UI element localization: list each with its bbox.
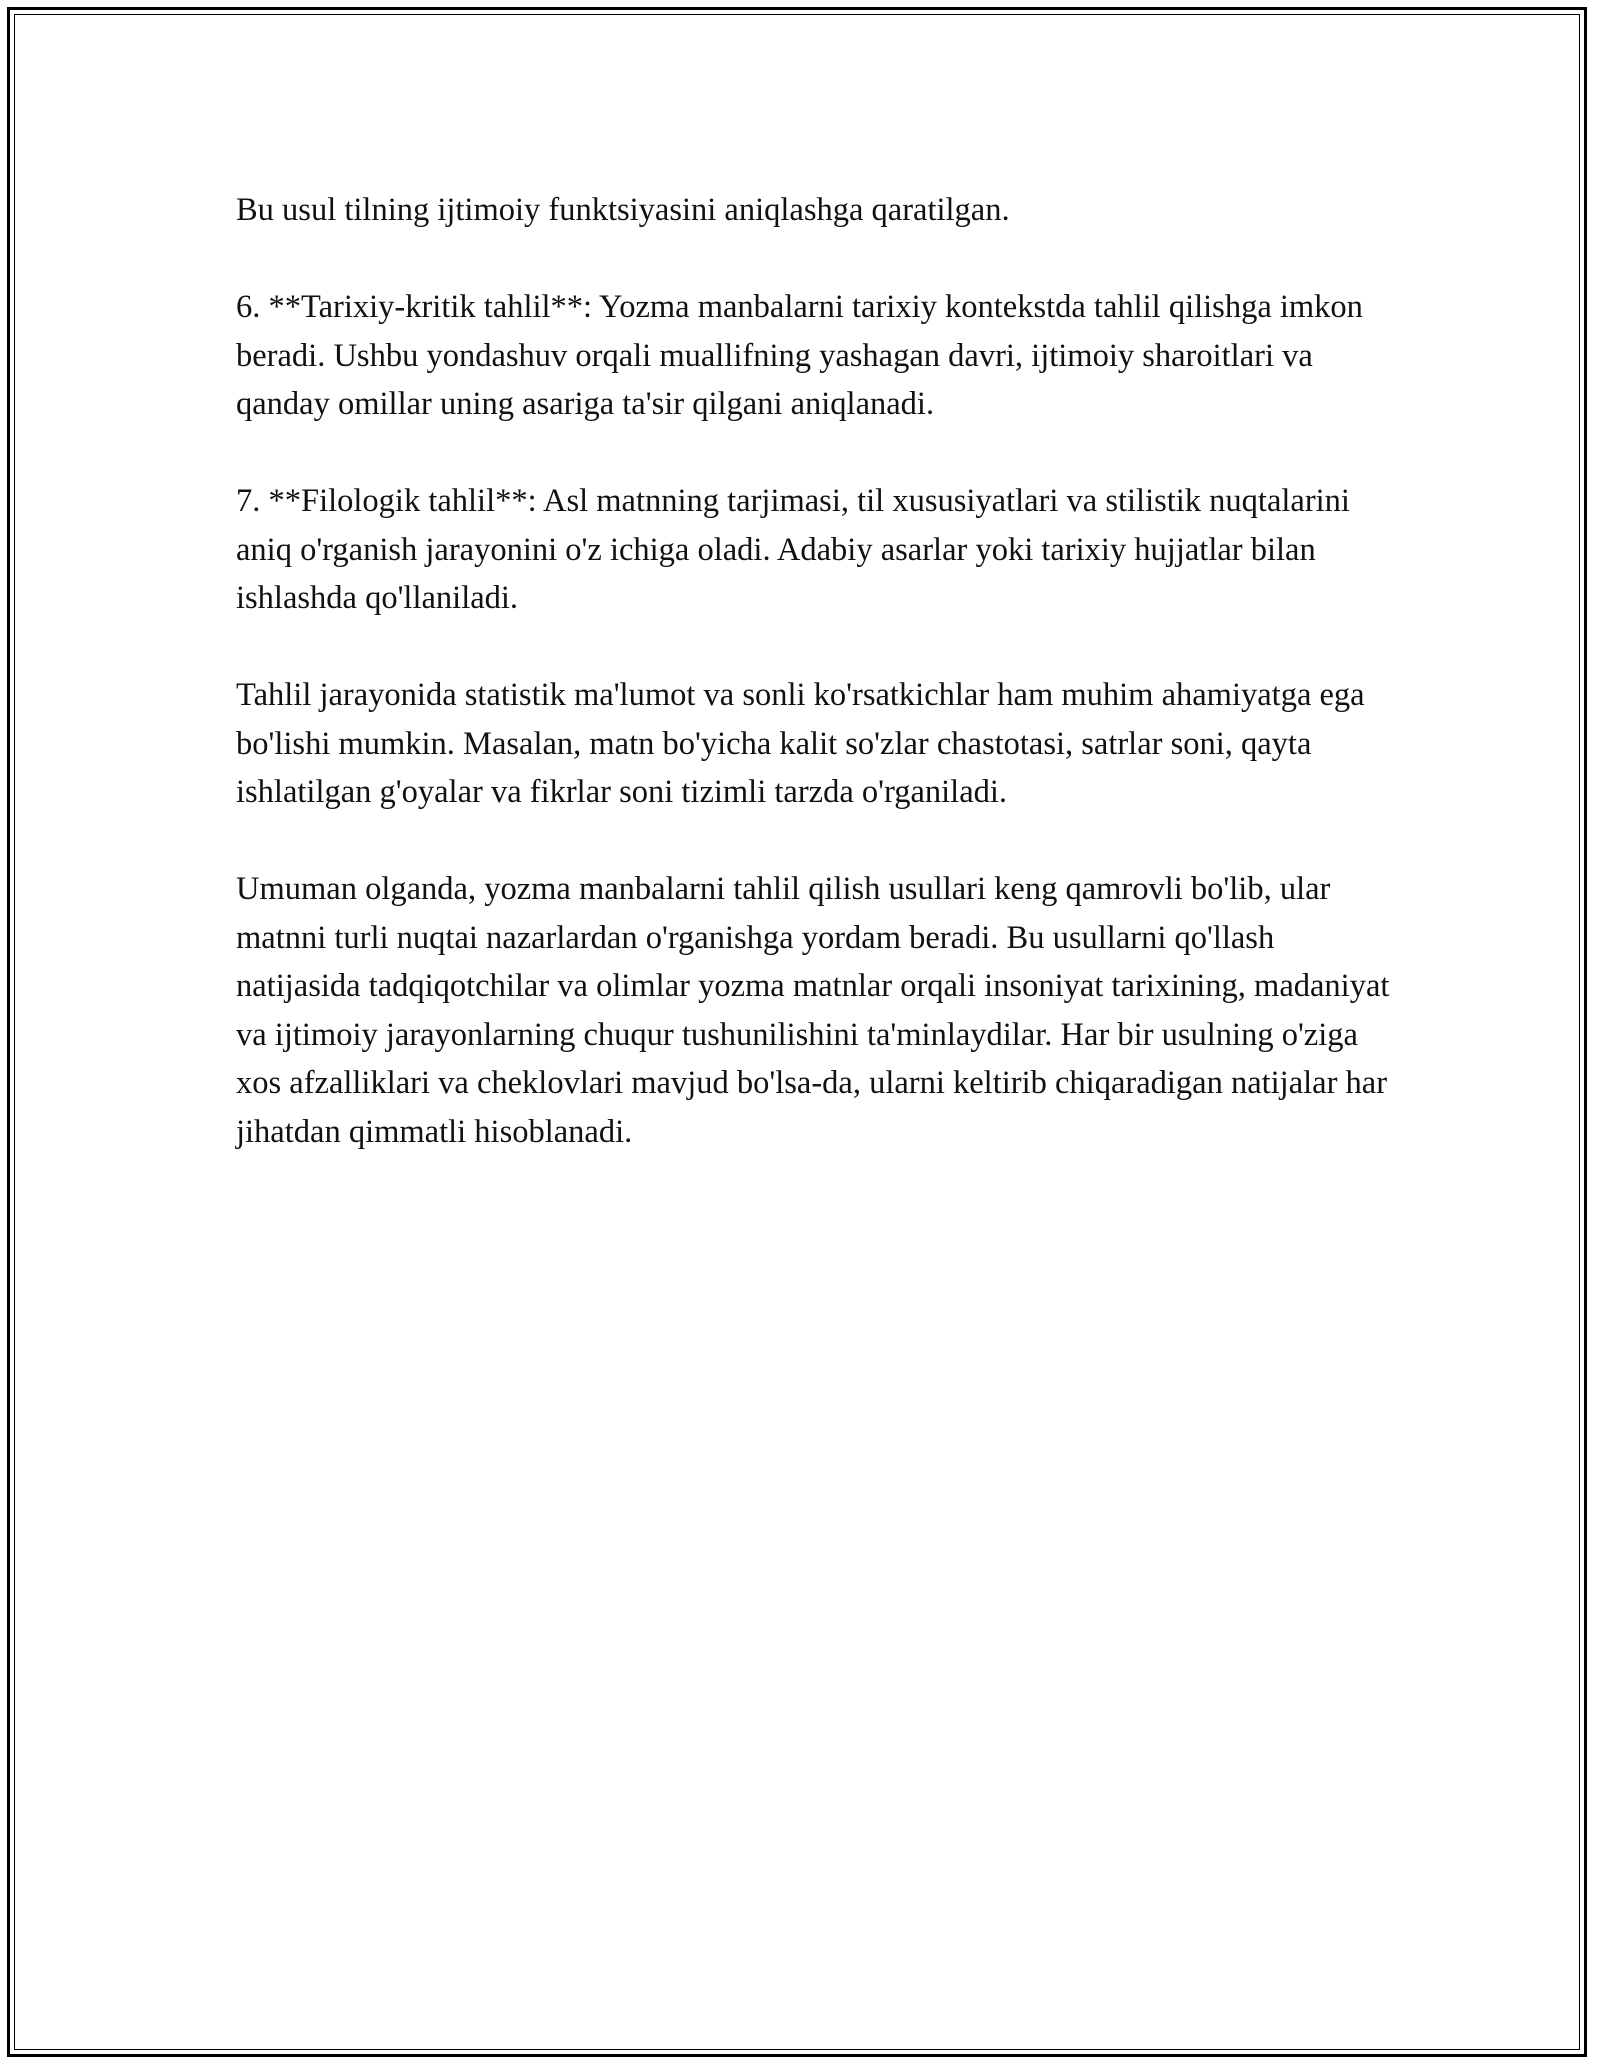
document-body xyxy=(236,186,1396,1205)
paragraph-statistical-data: Tahlil jarayonida statistik ma'lumot va sonli ko'rsatkichlar ham muhim ahamiyatga ega bo'lishi mumkin. Masalan, matn bo'yicha kalit so'zlar chastotasi, satrlar soni, qayta ishlatilgan g'oyalar va fikrlar soni tizimli tarzda o'rganiladi. xyxy=(236,677,1365,810)
paragraph-conclusion: Umuman olganda, yozma manbalarni tahlil qilish usullari keng qamrovli bo'lib, ular matnni turli nuqtai nazarlardan o'rganishga yordam beradi. Bu usullarni qo'llash natijasida tadqiqotchilar va olimlar yozma matnlar orqali insoniyat tarixining, madaniyat va ijtimoiy jarayonlarning chuqur tushunilishini ta'minlaydilar. Har bir usulning o'ziga xos afzalliklari va cheklovlari mavjud bo'lsa-da, ularni keltirib chiqaradigan natijalar har jihatdan qimmatli hisoblanadi. xyxy=(236,871,1390,1150)
paragraph-historical-critical-analysis: 6. **Tarixiy-kritik tahlil**: Yozma manbalarni tarixiy kontekstda tahlil qilishga imkon beradi. Ushbu yondashuv orqali muallifning yashagan davri, ijtimoiy sharoitlari va qanday omillar uning asariga ta'sir qilgani aniqlanadi. xyxy=(236,289,1363,422)
paragraph-philological-analysis: 7. **Filologik tahlil**: Asl matnning tarjimasi, til xususiyatlari va stilistik nuqtalarini aniq o'rganish jarayonini o'z ichiga oladi. Adabiy asarlar yoki tarixiy hujjatlar bilan ishlashda qo'llaniladi. xyxy=(236,483,1350,616)
paragraph-social-function: Bu usul tilning ijtimoiy funktsiyasini aniqlashga qaratilgan. xyxy=(236,192,1010,228)
